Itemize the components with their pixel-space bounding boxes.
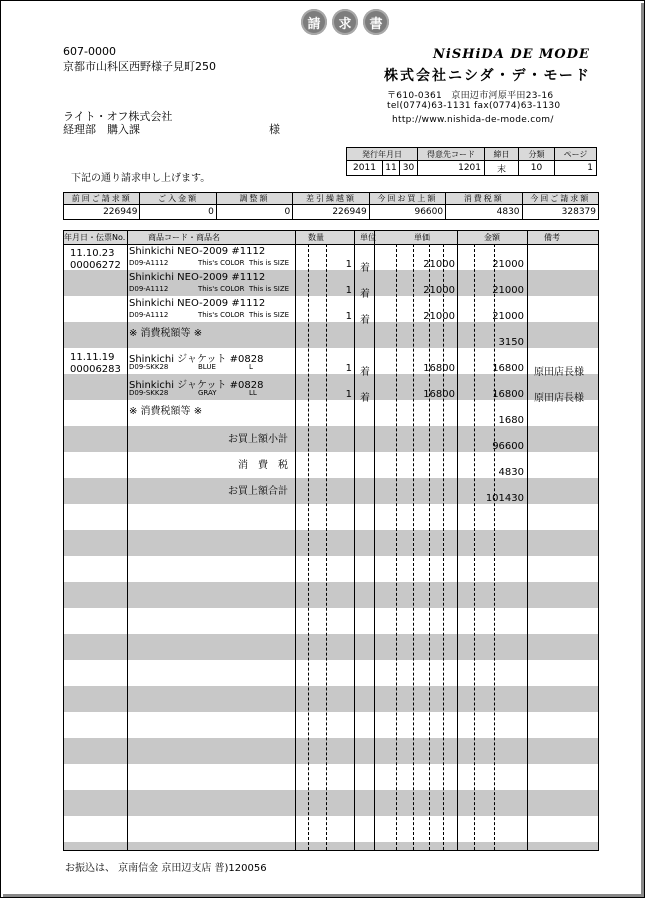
- title-char: 請: [301, 9, 327, 35]
- column-divider: [396, 244, 397, 850]
- header-unit: 単位: [360, 233, 376, 242]
- column-divider: [308, 244, 309, 850]
- detail-cell: Shinkichi NEO-2009 #1112: [129, 246, 266, 257]
- summary-value: 0: [216, 205, 292, 220]
- detail-header: [64, 231, 598, 245]
- detail-cell: This is SIZE: [249, 311, 290, 319]
- detail-cell: GRAY: [198, 389, 217, 397]
- summary-header: 差引繰越額: [293, 193, 369, 205]
- row-band: [64, 842, 598, 851]
- detail-cell: 3150: [498, 337, 524, 348]
- header-date: 年月日・伝票No.: [64, 233, 126, 242]
- detail-cell: 1: [345, 311, 352, 322]
- detail-cell: 原田店長様: [534, 367, 584, 378]
- detail-cell: 着: [360, 315, 370, 326]
- detail-cell: 16800: [423, 363, 455, 374]
- issue-month: 11: [383, 161, 400, 176]
- column-divider: [127, 231, 128, 850]
- column-divider: [494, 244, 495, 850]
- recipient-company: ライト・オフ株式会社: [63, 110, 173, 123]
- summary-table: [63, 192, 599, 220]
- column-divider: [443, 244, 444, 850]
- summary-header: ご入金額: [140, 193, 216, 205]
- header-closing: 締日: [485, 148, 519, 161]
- header-category: 分類: [519, 148, 555, 161]
- detail-cell: 16800: [492, 363, 524, 374]
- detail-cell: This's COLOR: [198, 285, 245, 293]
- column-divider: [429, 244, 430, 850]
- detail-cell: This's COLOR: [198, 311, 245, 319]
- summary-value: 0: [140, 205, 216, 220]
- detail-cell: D09-SKK28: [129, 389, 169, 397]
- sender-phone: tel(0774)63-1131 fax(0774)63-1130: [387, 101, 561, 111]
- detail-cell: BLUE: [198, 363, 216, 371]
- row-band: [64, 790, 598, 816]
- detail-cell: D09-SKK28: [129, 363, 169, 371]
- detail-cell: 16800: [423, 389, 455, 400]
- row-band: [64, 686, 598, 712]
- detail-cell: 着: [360, 367, 370, 378]
- header-product: 商品コード・商品名: [148, 233, 220, 242]
- row-band: [64, 530, 598, 556]
- detail-cell: D09-A1112: [129, 259, 169, 267]
- detail-cell: 消 費 税: [238, 460, 288, 471]
- row-band: [64, 582, 598, 608]
- detail-cell: 着: [360, 263, 370, 274]
- header-note: 備考: [544, 233, 560, 242]
- detail-table: [63, 230, 599, 851]
- summary-header: 消費税額: [446, 193, 522, 205]
- closing-day: 末: [485, 161, 519, 176]
- detail-cell: Shinkichi NEO-2009 #1112: [129, 298, 266, 309]
- header-price: 単価: [414, 233, 430, 242]
- detail-cell: ※ 消費税額等 ※: [129, 406, 203, 417]
- detail-cell: 11.11.19: [70, 352, 115, 363]
- sender-logo: NiSHiDA DE MODE: [433, 47, 590, 62]
- detail-cell: This is SIZE: [249, 259, 290, 267]
- detail-cell: 1680: [498, 415, 524, 426]
- summary-value: 4830: [446, 205, 522, 220]
- header-amount: 金額: [484, 233, 500, 242]
- column-divider: [474, 244, 475, 850]
- recipient-department: 経理部 購入課: [63, 123, 140, 136]
- detail-cell: 1: [345, 259, 352, 270]
- detail-cell: 21000: [423, 311, 455, 322]
- header-issue-date: 発行年月日: [347, 148, 418, 161]
- issue-day: 30: [400, 161, 418, 176]
- recipient-address: 京都市山科区西野様子見町250: [63, 60, 216, 73]
- sender-company: 株式会社ニシダ・デ・モード: [384, 68, 591, 84]
- detail-cell: 11.10.23: [70, 248, 115, 259]
- detail-cell: 着: [360, 393, 370, 404]
- detail-cell: Shinkichi NEO-2009 #1112: [129, 272, 266, 283]
- detail-cell: 16800: [492, 389, 524, 400]
- detail-cell: L: [249, 363, 253, 371]
- detail-cell: Shinkichi ジャケット #0828: [129, 380, 264, 391]
- detail-cell: D09-A1112: [129, 285, 169, 293]
- detail-cell: D09-A1112: [129, 311, 169, 319]
- column-divider: [457, 231, 458, 850]
- detail-cell: 21000: [492, 285, 524, 296]
- title-char: 書: [363, 9, 389, 35]
- detail-cell: 着: [360, 289, 370, 300]
- summary-value: 328379: [522, 205, 598, 220]
- summary-header: 今回ご請求額: [522, 193, 598, 205]
- customer-code: 1201: [418, 161, 485, 176]
- column-divider: [374, 231, 375, 850]
- detail-cell: 21000: [423, 285, 455, 296]
- detail-cell: 1: [345, 285, 352, 296]
- detail-cell: 96600: [492, 441, 524, 452]
- column-divider: [354, 231, 355, 850]
- detail-cell: 21000: [492, 311, 524, 322]
- header-page: ページ: [555, 148, 597, 161]
- detail-cell: 原田店長様: [534, 393, 584, 404]
- recipient-postal: 607-0000: [63, 45, 116, 58]
- detail-cell: This is SIZE: [249, 285, 290, 293]
- row-band: [64, 634, 598, 660]
- bank-transfer-info: お振込は、 京南信金 京田辺支店 普)120056: [65, 863, 267, 874]
- column-divider: [295, 231, 296, 850]
- issue-year: 2011: [347, 161, 383, 176]
- detail-cell: ※ 消費税額等 ※: [129, 328, 203, 339]
- detail-cell: 101430: [485, 493, 524, 504]
- column-divider: [413, 244, 414, 850]
- header-qty: 数量: [308, 233, 324, 242]
- sender-url[interactable]: http://www.nishida-de-mode.com/: [392, 115, 554, 125]
- detail-cell: Shinkichi ジャケット #0828: [129, 354, 264, 365]
- detail-cell: 1: [345, 389, 352, 400]
- detail-cell: 00006283: [70, 364, 121, 375]
- summary-header: 調整額: [216, 193, 292, 205]
- detail-cell: 00006272: [70, 260, 121, 271]
- detail-cell: 1: [345, 363, 352, 374]
- title-char: 求: [332, 9, 358, 35]
- detail-cell: お買上額合計: [228, 486, 288, 497]
- summary-value: 96600: [369, 205, 445, 220]
- summary-header: 今回お買上額: [369, 193, 445, 205]
- invoice-title: [301, 9, 389, 35]
- recipient-honorific: 様: [269, 123, 280, 136]
- row-band: [64, 738, 598, 764]
- invoice-message: 下記の通り請求申し上げます。: [71, 173, 211, 184]
- page-number: 1: [555, 161, 597, 176]
- detail-cell: 21000: [423, 259, 455, 270]
- detail-cell: 21000: [492, 259, 524, 270]
- summary-value: 226949: [293, 205, 369, 220]
- detail-cell: This's COLOR: [198, 259, 245, 267]
- detail-cell: 4830: [498, 467, 524, 478]
- detail-cell: お買上額小計: [228, 434, 288, 445]
- sender-address: 〒610-0361 京田辺市河原平田23-16: [387, 91, 554, 101]
- summary-value: 226949: [64, 205, 140, 220]
- category: 10: [519, 161, 555, 176]
- detail-cell: LL: [249, 389, 257, 397]
- summary-header: 前回ご請求額: [64, 193, 140, 205]
- header-customer-code: 得意先コード: [418, 148, 485, 161]
- column-divider: [326, 244, 327, 850]
- invoice-info-table: [346, 147, 597, 176]
- column-divider: [527, 231, 528, 850]
